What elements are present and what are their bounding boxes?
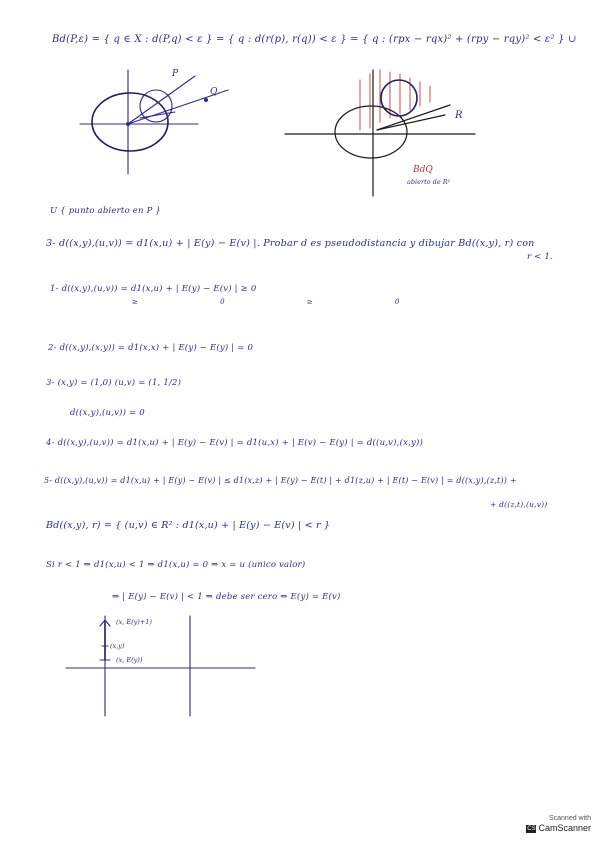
- ball-definition-header: Bd(P,ε) = { q ∈ X : d(P,q) < ε } = { q : d(r(p), r(q)) < ε } = { q : (rpx − rqx)² + (rpy − rqy)² < ε² } ∪: [52, 34, 577, 45]
- ball-graph: [60, 610, 260, 720]
- counterexample-points: 3- (x,y) = (1,0) (u,v) = (1, 1/2): [46, 378, 182, 388]
- graph-label-mid: (x,y): [110, 642, 125, 650]
- sketch-label-r: R: [455, 110, 463, 121]
- right-ball-sketch: [285, 60, 475, 200]
- sketch-caption-open: abierto de R²: [407, 178, 451, 186]
- property-1: 1- d((x,y),(u,v)) = d1(x,u) + | E(y) − E(v) | ≥ 0: [50, 284, 257, 294]
- property-symmetry: 4- d((x,y),(u,v)) = d1(x,u) + | E(y) − E(v) | = d1(u,x) + | E(v) − E(y) | = d((u,v),(x,y)): [46, 438, 424, 448]
- property-1-annotation: ≥ 0 ≥ 0: [132, 298, 440, 306]
- property-triangle-cont: + d((z,t),(u,v)): [490, 500, 548, 509]
- scanner-line-2: CamScanner: [538, 823, 591, 833]
- problem-condition: r < 1.: [527, 252, 553, 262]
- property-triangle: 5- d((x,y),(u,v)) = d1(x,u) + | E(y) − E(v) | ≤ d1(x,z) + | E(y) − E(t) | + d1(z,u) + | E(t) − E(v) | = d((x,y),(z,t)) +: [44, 476, 517, 485]
- union-note: U { punto abierto en P }: [50, 206, 161, 216]
- sketch-label-p: P: [172, 69, 179, 79]
- sketch-label-q: Q: [210, 87, 218, 97]
- sketch-caption-bdq: BdQ: [413, 165, 433, 175]
- property-2: 2- d((x,y),(x,y)) = d1(x,x) + | E(y) − E(y) | = 0: [48, 343, 254, 353]
- camscanner-logo-icon: CS: [527, 825, 536, 832]
- graph-label-bottom: (x, E(y)): [116, 656, 143, 664]
- scanner-line-1: Scanned with: [548, 815, 591, 822]
- left-ball-sketch: [80, 62, 250, 177]
- problem-statement: 3- d((x,y),(u,v)) = d1(x,u) + | E(y) − E(v) |. Probar d es pseudodistancia y dibujar Bd((x,y), r) con: [46, 238, 535, 249]
- case-implication: ⇒ | E(y) − E(v) | < 1 ⇒ debe ser cero ⇒ E(y) = E(v): [112, 592, 341, 602]
- scanner-watermark: [523, 814, 591, 840]
- graph-label-top: (x, E(y)+1): [116, 618, 152, 626]
- case-r-less-1: Si r < 1 ⇒ d1(x,u) < 1 ⇒ d1(x,u) = 0 ⇒ x = u (unico valor): [46, 560, 306, 570]
- ball-definition: Bd((x,y), r) = { (u,v) ∈ R² : d1(x,u) + | E(y) − E(v) | < r }: [46, 520, 331, 531]
- counterexample-result: d((x,y),(u,v)) = 0: [70, 408, 145, 418]
